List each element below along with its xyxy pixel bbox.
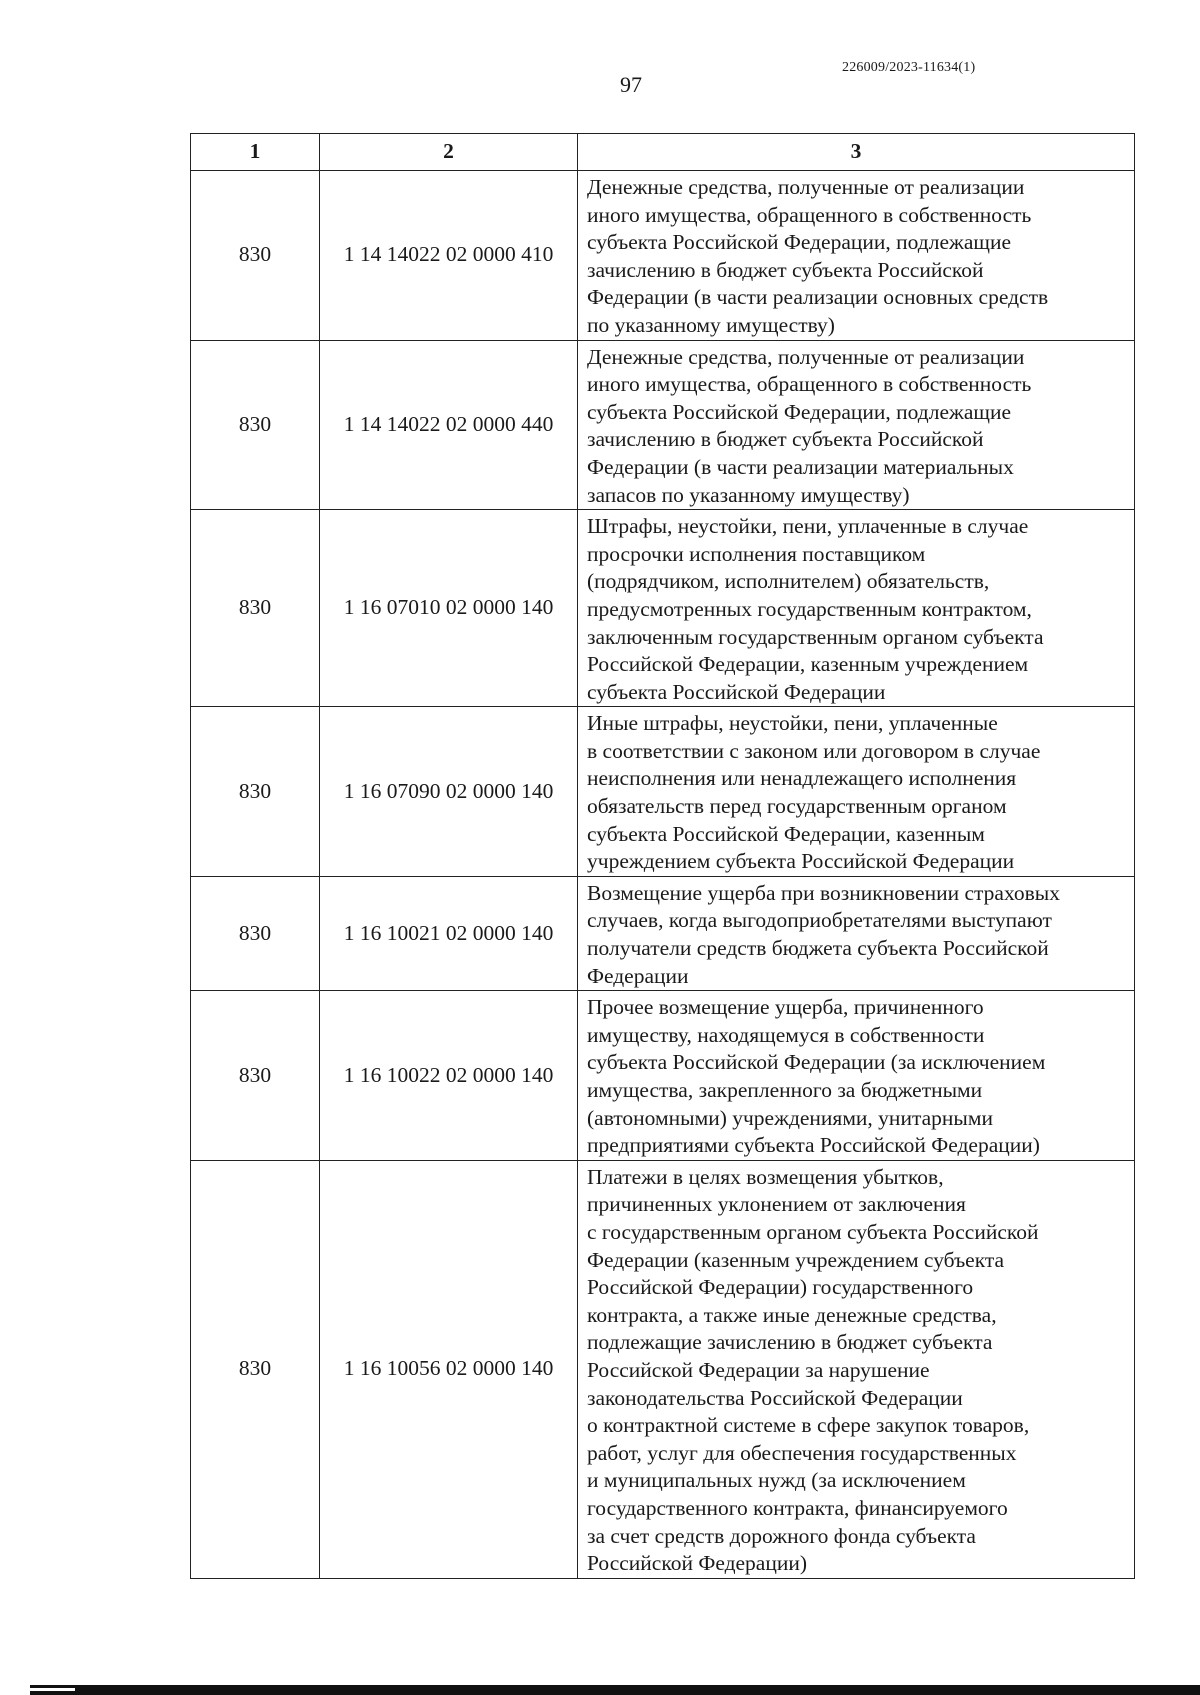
budget-code-cell: 1 14 14022 02 0000 410 [320,171,578,341]
admin-code-cell: 830 [191,510,320,707]
description-line: случаев, когда выгодоприобретателями выступают [587,908,1052,933]
description-cell [578,991,1135,1161]
description-line: Федерации (казенным учреждением субъекта [587,1247,1005,1272]
table-row [191,510,1135,707]
page-number: 97 [620,72,642,97]
description-cell [578,510,1135,707]
description-cell [578,340,1135,510]
description-line: просрочки исполнения поставщиком [587,541,926,566]
description-line: Иные штрафы, неустойки, пени, уплаченные [587,711,998,736]
description-line: запасов по указанному имуществу) [587,482,910,507]
budget-code-cell: 1 16 10056 02 0000 140 [320,1160,578,1578]
description-line: с государственным органом субъекта Российской [587,1219,1039,1244]
description-line: законодательства Российской Федерации [587,1385,963,1410]
description-line: (подрядчиком, исполнителем) обязательств, [587,569,990,594]
description-line: и муниципальных нужд (за исключением [587,1468,966,1493]
description-line: имущества, закрепленного за бюджетными [587,1078,983,1102]
scan-edge-bar [30,1685,1200,1695]
column-header-2: 2 [320,134,578,171]
description-line: Российской Федерации) государственного [587,1275,974,1300]
description-line: Прочее возмещение ущерба, причиненного [587,995,984,1020]
description-line: предприятиями субъекта Российской Федерации) [587,1133,1040,1158]
description-line: учреждением субъекта Российской Федерации [587,849,1015,874]
description-cell [578,707,1135,877]
scan-edge-gap [30,1688,75,1691]
admin-code-cell: 830 [191,991,320,1161]
description-line: субъекта Российской Федерации, подлежащие [587,230,1011,255]
description-line: государственного контракта, финансируемого [587,1495,1008,1520]
description-cell [578,876,1135,990]
budget-code-cell: 1 14 14022 02 0000 440 [320,340,578,510]
description-line: субъекта Российской Федерации [587,679,886,704]
document-id: 226009/2023-11634(1) [842,60,976,75]
description-line: обязательств перед государственным органом [587,794,1007,819]
description-line: контракта, а также иные денежные средства, [587,1302,997,1327]
description-line: заключенным государственным органом субъекта [587,624,1044,649]
column-header-3: 3 [578,134,1135,171]
description-line: работ, услуг для обеспечения государственных [587,1440,1017,1465]
description-line: за счет средств дорожного фонда субъекта [587,1523,976,1548]
description-line: (автономными) учреждениями, унитарными [587,1105,993,1130]
description-line: Денежные средства, полученные от реализации [587,175,1025,199]
description-line: Платежи в целях возмещения убытков, [587,1164,944,1189]
table-row [191,991,1135,1161]
description-line: Штрафы, неустойки, пени, уплаченные в случае [587,514,1029,539]
description-line: имуществу, находящемуся в собственности [587,1022,985,1047]
description-cell [578,1160,1135,1578]
description-cell [578,171,1135,341]
budget-code-cell: 1 16 10022 02 0000 140 [320,991,578,1161]
description-line: субъекта Российской Федерации (за исключением [587,1050,1046,1075]
description-line: Федерации (в части реализации основных средств [587,285,1049,310]
budget-classification-table [190,133,1135,1579]
budget-code-cell: 1 16 10021 02 0000 140 [320,876,578,990]
description-line: зачислению в бюджет субъекта Российской [587,427,984,452]
budget-code-cell: 1 16 07010 02 0000 140 [320,510,578,707]
description-line: неисполнения или ненадлежащего исполнения [587,766,1017,791]
description-line: причиненных уклонением от заключения [587,1192,966,1217]
description-line: иного имущества, обращенного в собственность [587,372,1032,397]
description-line: подлежащие зачислению в бюджет субъекта [587,1330,993,1355]
table-row [191,1160,1135,1578]
description-line: Российской Федерации за нарушение [587,1357,930,1382]
budget-code-cell: 1 16 07090 02 0000 140 [320,707,578,877]
admin-code-cell: 830 [191,171,320,341]
description-line: в соответствии с законом или договором в случае [587,738,1041,763]
description-line: по указанному имуществу) [587,312,835,337]
table-body [191,171,1135,1579]
description-line: получатели средств бюджета субъекта Российской [587,936,1049,961]
description-line: субъекта Российской Федерации, казенным [587,821,985,846]
description-line: Возмещение ущерба при возникновении страховых [587,880,1060,905]
description-line: Российской Федерации, казенным учреждением [587,652,1029,677]
description-line: Федерации (в части реализации материальных [587,454,1014,479]
description-line: Федерации [587,963,689,988]
table-header-row [191,134,1135,171]
admin-code-cell: 830 [191,707,320,877]
description-line: иного имущества, обращенного в собственность [587,202,1032,227]
description-line: предусмотренных государственным контрактом, [587,596,1032,621]
description-line: субъекта Российской Федерации, подлежащие [587,399,1011,424]
description-line: зачислению в бюджет субъекта Российской [587,257,984,282]
table-row [191,340,1135,510]
table-row [191,876,1135,990]
description-line: о контрактной системе в сфере закупок товаров, [587,1413,1030,1438]
admin-code-cell: 830 [191,1160,320,1578]
description-line: Российской Федерации) [587,1551,808,1576]
table-row [191,171,1135,341]
column-header-1: 1 [191,134,320,171]
description-line: Денежные средства, полученные от реализации [587,344,1025,369]
admin-code-cell: 830 [191,876,320,990]
admin-code-cell: 830 [191,340,320,510]
table-row [191,707,1135,877]
